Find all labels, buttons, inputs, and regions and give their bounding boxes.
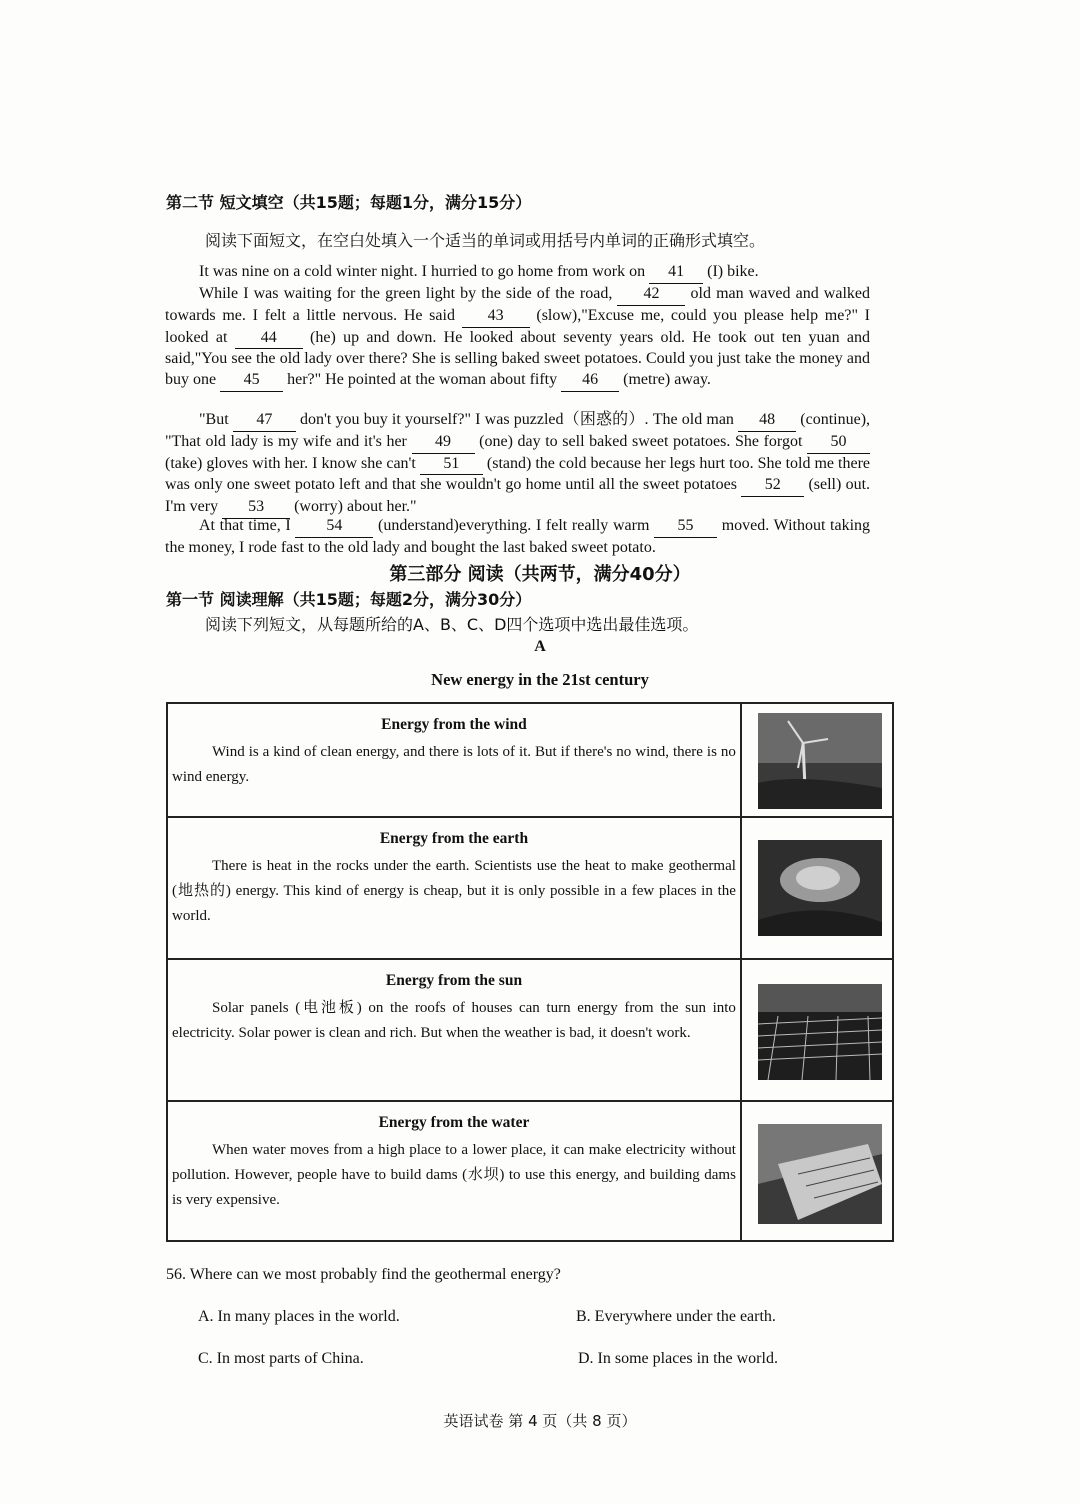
blank-43[interactable]: 43 — [462, 306, 530, 328]
geothermal-photo — [758, 840, 882, 936]
solar-panel-photo — [758, 984, 882, 1080]
section2-instruction: 阅读下面短文，在空白处填入一个适当的单词或用括号内单词的正确形式填空。 — [205, 231, 766, 250]
option-d[interactable]: D. In some places in the world. — [578, 1350, 778, 1367]
energy-title: Energy from the sun — [385, 972, 523, 989]
blank-44[interactable]: 44 — [235, 328, 303, 350]
table-row — [167, 703, 893, 817]
energy-table — [166, 702, 894, 1242]
option-c[interactable]: C. In most parts of China. — [198, 1350, 364, 1367]
passage-paragraph-4: At that time, I 54 (understand)everything. I felt really warm 55 moved. Without taking the money, I rode fast to the old lady and bought the last baked sweet potato. — [165, 517, 871, 556]
blank-48[interactable]: 48 — [738, 410, 796, 432]
blank-50[interactable]: 50 — [807, 432, 870, 454]
table-row — [167, 817, 893, 959]
passage-paragraph-1: It was nine on a cold winter night. I hurried to go home from work on 41 (I) bike. — [165, 262, 870, 284]
dam-photo — [758, 1124, 882, 1224]
energy-body: Wind is a kind of clean energy, and there is lots of it. But if there's no wind, there is no wind energy. — [172, 744, 736, 785]
energy-title: Energy from the wind — [381, 716, 527, 733]
blank-41[interactable]: 41 — [649, 262, 703, 284]
option-a[interactable]: A. In many places in the world. — [198, 1308, 400, 1325]
blank-51[interactable]: 51 — [420, 454, 483, 476]
blank-49[interactable]: 49 — [412, 432, 475, 454]
blank-52[interactable]: 52 — [741, 475, 804, 497]
table-row — [167, 1101, 893, 1241]
part3-sub-heading: 第一节 阅读理解（共15题；每题2分，满分30分） — [166, 590, 532, 609]
page-footer: 英语试卷 第 4 页（共 8 页） — [443, 1412, 637, 1430]
energy-body: There is heat in the rocks under the earth. Scientists use the heat to make geothermal (地热的) energy. This kind of energy is cheap, but it is only possible in a few places in the world. — [172, 858, 736, 924]
passage-title: New energy in the 21st century — [431, 670, 649, 689]
energy-body: When water moves from a high place to a lower place, it can make electricity without pollution. However, people have to build dams (水坝) to use this energy, and building dams is very expensive. — [172, 1142, 736, 1208]
blank-54[interactable]: 54 — [295, 516, 373, 538]
part3-heading: 第三部分 阅读（共两节，满分40分） — [389, 564, 691, 585]
blank-46[interactable]: 46 — [561, 370, 619, 392]
blank-47[interactable]: 47 — [233, 410, 296, 432]
blank-55[interactable]: 55 — [654, 516, 717, 538]
passage-letter: A — [534, 638, 546, 655]
table-row — [167, 959, 893, 1101]
section2-heading: 第二节 短文填空（共15题；每题1分，满分15分） — [166, 193, 532, 212]
energy-title: Energy from the water — [378, 1114, 530, 1131]
blank-42[interactable]: 42 — [617, 284, 685, 306]
option-b[interactable]: B. Everywhere under the earth. — [576, 1308, 776, 1325]
blank-53[interactable]: 53 — [222, 497, 290, 519]
question-56-stem: 56. Where can we most probably find the geothermal energy? — [166, 1266, 561, 1283]
wind-turbine-photo — [758, 713, 882, 809]
passage-paragraph-2: While I was waiting for the green light by the side of the road, 42 old man waved and walked towards me. I felt a little nervous. He said 43 (slow),"Excuse me, could you please help me?" I looked at 44 (he) up and down. He looked about seventy years old. He took out ten yuan and said,"You see the old lady over there? She is selling baked sweet potatoes. Could you just take the money and buy one 45 her?" He pointed at the woman about fifty 46 (metre) away. — [165, 284, 870, 392]
part3-instruction: 阅读下列短文，从每题所给的A、B、C、D四个选项中选出最佳选项。 — [205, 615, 699, 634]
energy-body: Solar panels (电池板) on the roofs of houses can turn energy from the sun into electricity. Solar power is clean and rich. But when the weather is bad, it doesn't work. — [172, 1000, 736, 1041]
blank-45[interactable]: 45 — [220, 370, 283, 392]
energy-title: Energy from the earth — [379, 830, 529, 847]
passage-paragraph-3: "But 47 don't you buy it yourself?" I was puzzled（困惑的）. The old man 48 (continue), "That old lady is my wife and it's her 49 (one) day to sell baked sweet potatoes. She forgot 50 (take) gloves with her. I know she can't 51 (stand) the cold because her legs hurt too. She told me there was only one sweet potato left and that she wouldn't go home until all the sweet potatoes 52 (sell) out. I'm very 53 (worry) about her." — [165, 410, 870, 519]
